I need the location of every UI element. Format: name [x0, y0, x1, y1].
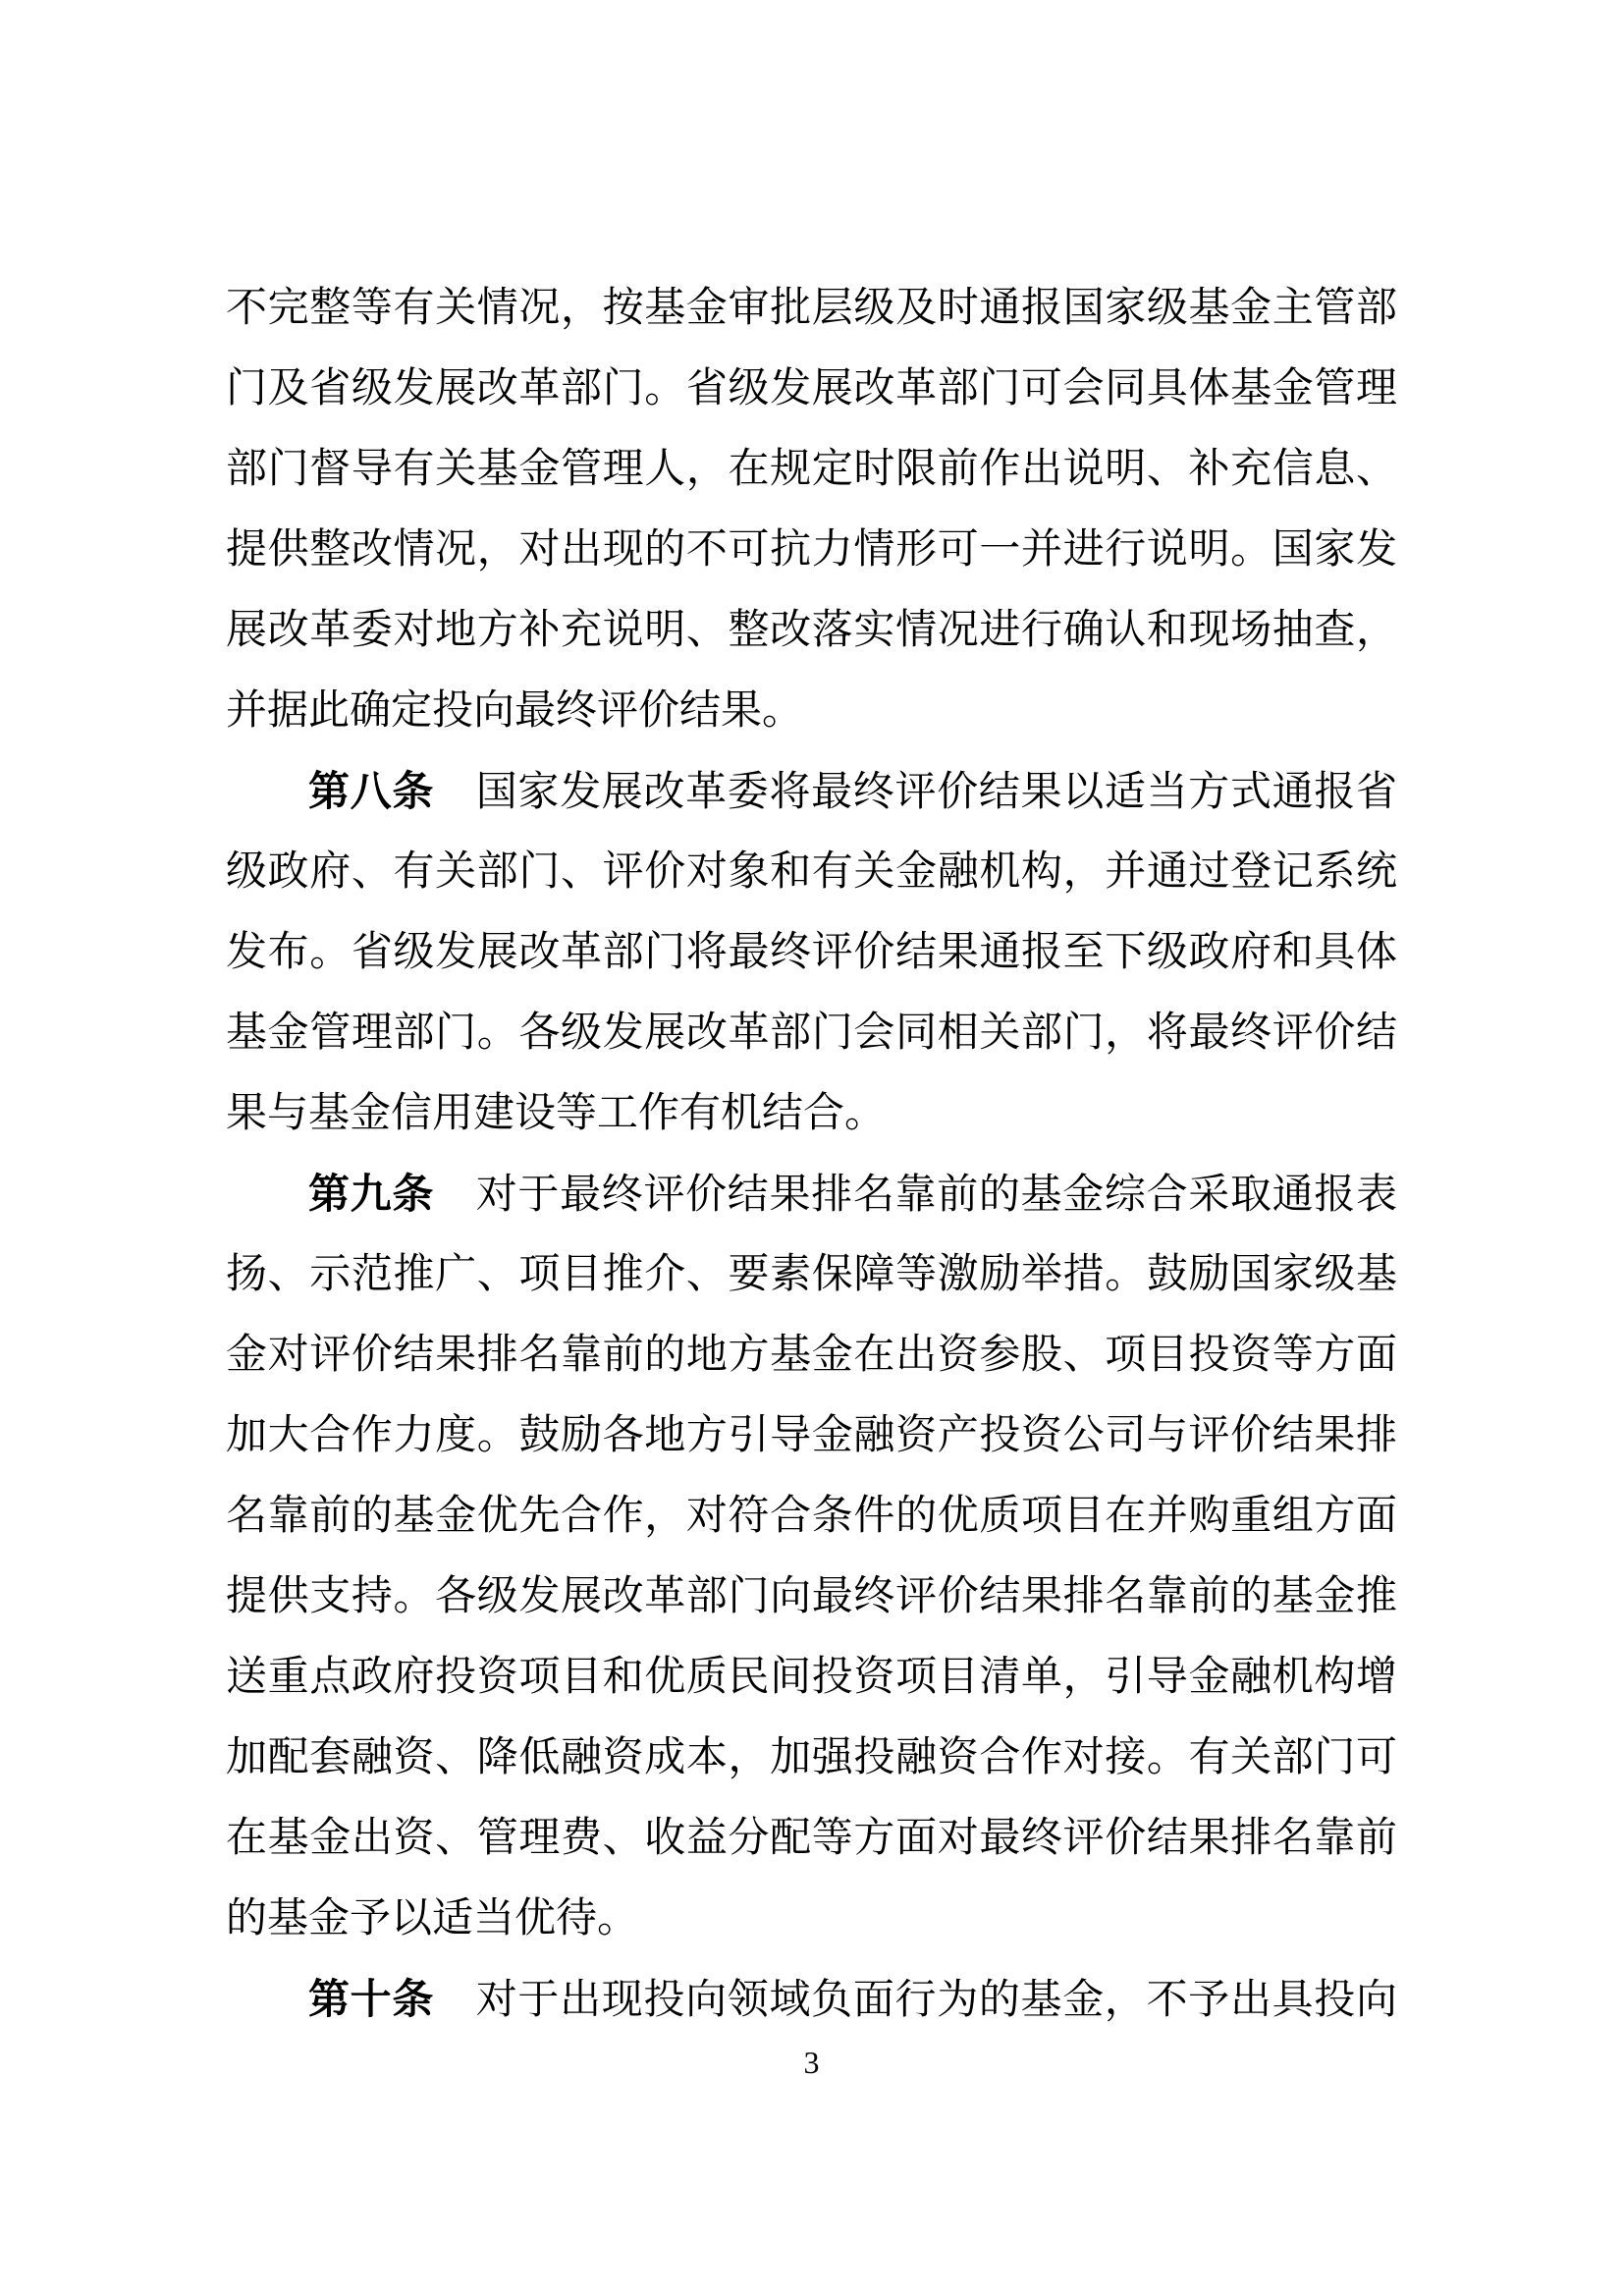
text-line: 提供整改情况，对出现的不可抗力情形可一并进行说明。国家发 [226, 527, 1397, 573]
text-line: 的基金予以适当优待。 [226, 1896, 639, 1941]
text-line: 并据此确定投向最终评价结果。 [226, 688, 804, 734]
article-text: 国家发展改革委将最终评价结果以适当方式通报省 [434, 770, 1397, 815]
text-line: 发布。省级发展改革部门将最终评价结果通报至下级政府和具体 [226, 930, 1397, 975]
text-line: 果与基金信用建设等工作有机结合。 [226, 1091, 887, 1136]
text-line: 不完整等有关情况，按基金审批层级及时通报国家级基金主管部 [226, 286, 1397, 331]
article-number-8: 第八条 [308, 768, 435, 814]
text-line: 部门督导有关基金管理人，在规定时限前作出说明、补充信息、 [226, 447, 1397, 492]
text-line: 在基金出资、管理费、收益分配等方面对最终评价结果排名靠前 [226, 1816, 1397, 1861]
text-line: 名靠前的基金优先合作，对符合条件的优质项目在并购重组方面 [226, 1494, 1397, 1539]
text-line: 送重点政府投资项目和优质民间投资项目清单，引导金融机构增 [226, 1655, 1397, 1700]
article-number-9: 第九条 [308, 1171, 435, 1217]
page-number: 3 [803, 2045, 820, 2080]
text-line: 级政府、有关部门、评价对象和有关金融机构，并通过登记系统 [226, 849, 1397, 895]
text-line: 加大合作力度。鼓励各地方引导金融资产投资公司与评价结果排 [226, 1413, 1397, 1458]
text-line: 加配套融资、降低融资成本，加强投融资合作对接。有关部门可 [226, 1735, 1397, 1780]
article-text: 对于出现投向领域负面行为的基金，不予出具投向 [434, 1978, 1397, 2023]
text-line: 扬、示范推广、项目推介、要素保障等激励举措。鼓励国家级基 [226, 1252, 1397, 1297]
text-line: 基金管理部门。各级发展改革部门会同相关部门，将最终评价结 [226, 1011, 1397, 1056]
text-line [226, 1154, 1397, 1234]
article-text: 对于最终评价结果排名靠前的基金综合采取通报表 [434, 1173, 1397, 1218]
text-line [226, 751, 1397, 832]
text-line: 展改革委对地方补充说明、整改落实情况进行确认和现场抽查， [226, 608, 1397, 653]
text-line: 门及省级发展改革部门。省级发展改革部门可会同具体基金管理 [226, 366, 1397, 411]
document-body [226, 268, 1397, 2040]
text-line: 金对评价结果排名靠前的地方基金在出资参股、项目投资等方面 [226, 1333, 1397, 1378]
text-line [226, 1959, 1397, 2040]
text-line: 提供支持。各级发展改革部门向最终评价结果排名靠前的基金推 [226, 1574, 1397, 1619]
article-number-10: 第十条 [308, 1976, 435, 2022]
